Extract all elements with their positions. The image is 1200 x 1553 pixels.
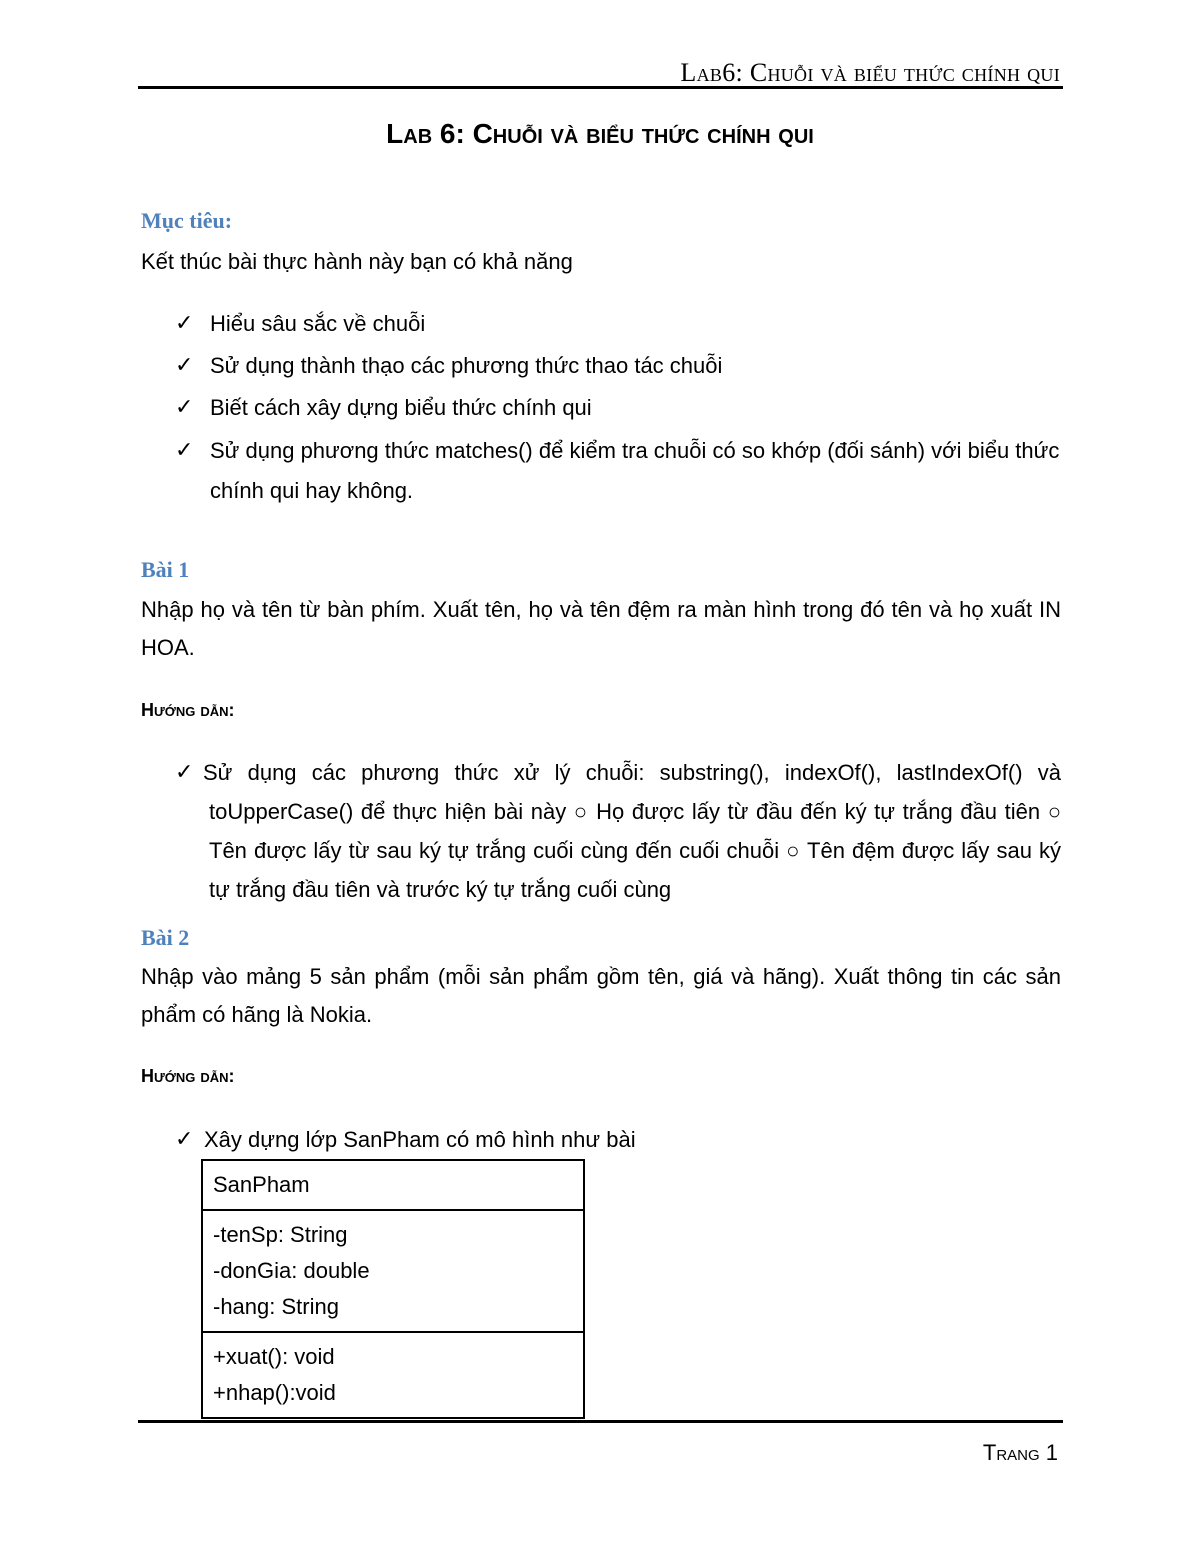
header-rule [138,86,1063,89]
document-title: Lab 6: Chuỗi và biểu thức chính qui [386,118,814,149]
objectives-intro: Kết thúc bài thực hành này bạn có khả năng [141,249,573,274]
uml-methods [203,1333,583,1417]
objective-item: ✓ Sử dụng thành thạo các phương thức thao tác chuỗi [175,346,1061,386]
objective-item: ✓ Sử dụng phương thức matches() để kiểm tra chuỗi có so khớp (đối sánh) với biểu thức chính qui hay không. [175,431,1061,511]
checkmark-icon: ✓ [175,395,194,420]
bai1-guide-item: ✓ Sử dụng các phương thức xử lý chuỗi: substring(), indexOf(), lastIndexOf() và toUpperCase() để thực hiện bài này ○ Họ được lấy từ đầu đến ký tự trắng đầu tiên ○ Tên được lấy từ sau ký tự trắng cuối cùng đến cuối chuỗi ○ Tên đệm được lấy sau ký tự trắng đầu tiên và trước ký tự trắng cuối cùng [175,753,1061,909]
bai1-heading: Bài 1 [141,557,190,582]
objective-item: ✓ Hiểu sâu sắc về chuỗi [175,304,1061,344]
uml-class-diagram [201,1159,585,1419]
uml-class-name: SanPham [203,1161,583,1211]
bai1-guide-heading: Hướng dẫn: [141,700,235,720]
bai2-guide-item: ✓ Xây dựng lớp SanPham có mô hình như bài [175,1120,1061,1160]
bai1-text: Nhập họ và tên từ bàn phím. Xuất tên, họ và tên đệm ra màn hình trong đó tên và họ xuất IN HOA. [141,597,1061,660]
bai2-guide-heading: Hướng dẫn: [141,1066,235,1086]
uml-attribute: -donGia: double [213,1258,370,1283]
uml-attribute: -tenSp: String [213,1222,348,1247]
running-header-title: Lab6: Chuỗi và biểu thức chính qui [680,58,1060,87]
bai2-heading: Bài 2 [141,925,190,950]
uml-attributes [203,1211,583,1333]
checkmark-icon: ✓ [175,1127,194,1152]
checkmark-icon: ✓ [175,760,194,785]
objectives-heading: Mục tiêu: [141,208,233,233]
footer-rule [138,1420,1063,1423]
uml-method: +nhap():void [213,1380,336,1405]
checkmark-icon: ✓ [175,311,194,336]
uml-method: +xuat(): void [213,1344,335,1369]
checkmark-icon: ✓ [175,438,194,463]
page-number: Trang 1 [982,1440,1058,1465]
uml-attribute: -hang: String [213,1294,339,1319]
bai2-text: Nhập vào mảng 5 sản phẩm (mỗi sản phẩm gồm tên, giá và hãng). Xuất thông tin các sản phẩm có hãng là Nokia. [141,964,1061,1027]
objective-item: ✓ Biết cách xây dựng biểu thức chính qui [175,388,1061,428]
checkmark-icon: ✓ [175,353,194,378]
